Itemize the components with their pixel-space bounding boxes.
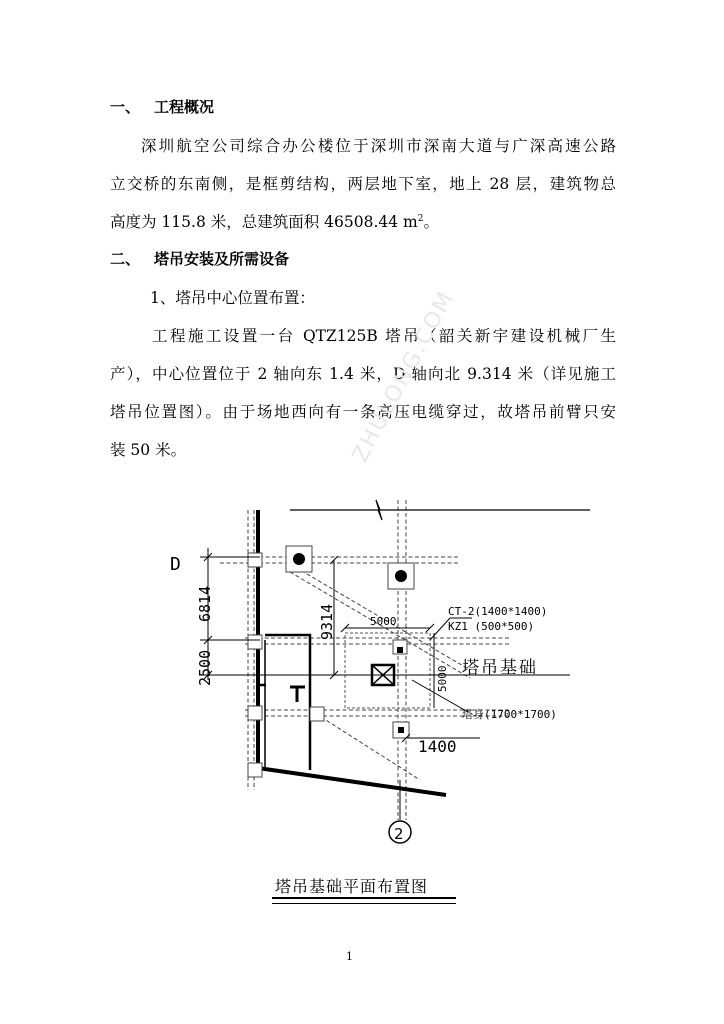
area-unit-superscript: 2 [417, 213, 424, 224]
section2-subtitle: 1、塔吊中心位置布置： [150, 289, 315, 307]
dim-2500: 2500 [196, 649, 214, 686]
section2-heading [110, 248, 289, 269]
section1-line-1: 深圳航空公司综合办公楼位于深圳市深南大道与广深高速公路 [141, 137, 616, 155]
section2-line-1: 工程施工设置一台 QTZ125B 塔吊（韶关新宇建设机械厂生 [152, 327, 616, 345]
dim-5000-vertical: 5000 [436, 665, 449, 692]
dim-5000-horizontal: 5000 [370, 615, 397, 628]
axis-2-label: 2 [394, 825, 404, 843]
section1-heading [110, 96, 214, 117]
figure-caption: 塔吊基础平面布置图 [275, 877, 429, 896]
section1-number: 一、 [110, 98, 141, 116]
section2-number: 二、 [110, 250, 141, 268]
label-kz1: KZ1 (500*500) [448, 620, 535, 633]
axis-d-label: D [170, 554, 181, 575]
section1-title: 工程概况 [154, 98, 215, 116]
watermark: ZHULONG.COM [348, 286, 460, 467]
section1-line-3 [110, 210, 439, 232]
dim-6814: 6814 [196, 585, 214, 622]
page-number: 1 [346, 950, 353, 963]
section1-line-3-text: 高度为 115.8 米，总建筑面积 46508.44 m [110, 213, 418, 231]
dim-1400: 1400 [418, 737, 457, 756]
column-dot-2 [395, 570, 407, 582]
section2-line-2: 产），中心位置位于 2 轴向东 1.4 米，D 轴向北 9.314 米（详见施工 [110, 365, 616, 383]
column-markers [248, 546, 414, 777]
lower-column [398, 727, 404, 733]
dim-9314: 9314 [318, 603, 336, 640]
section2-title: 塔吊安装及所需设备 [154, 250, 290, 268]
label-foundation: 塔吊基础 [462, 658, 538, 678]
tower-crane-foundation-plan [150, 490, 590, 860]
section2-line-3: 塔吊位置图）。由于场地西向有一条高压电缆穿过，故塔吊前臂只安 [110, 403, 616, 421]
section2-line-4: 装 50 米。 [110, 441, 187, 459]
label-ct2: CT-2(1400*1400) [448, 605, 548, 618]
column-dot-1 [293, 553, 305, 565]
section1-line-3-end: 。 [423, 213, 439, 231]
label-tower-body: 塔身(1700*1700) [462, 708, 557, 721]
caption-underline-thick [272, 897, 456, 899]
caption-underline-thin [272, 903, 456, 904]
kz1-column [397, 647, 403, 653]
section1-line-2: 立交桥的东南侧，是框剪结构，两层地下室，地上 28 层，建筑物总 [110, 175, 616, 193]
